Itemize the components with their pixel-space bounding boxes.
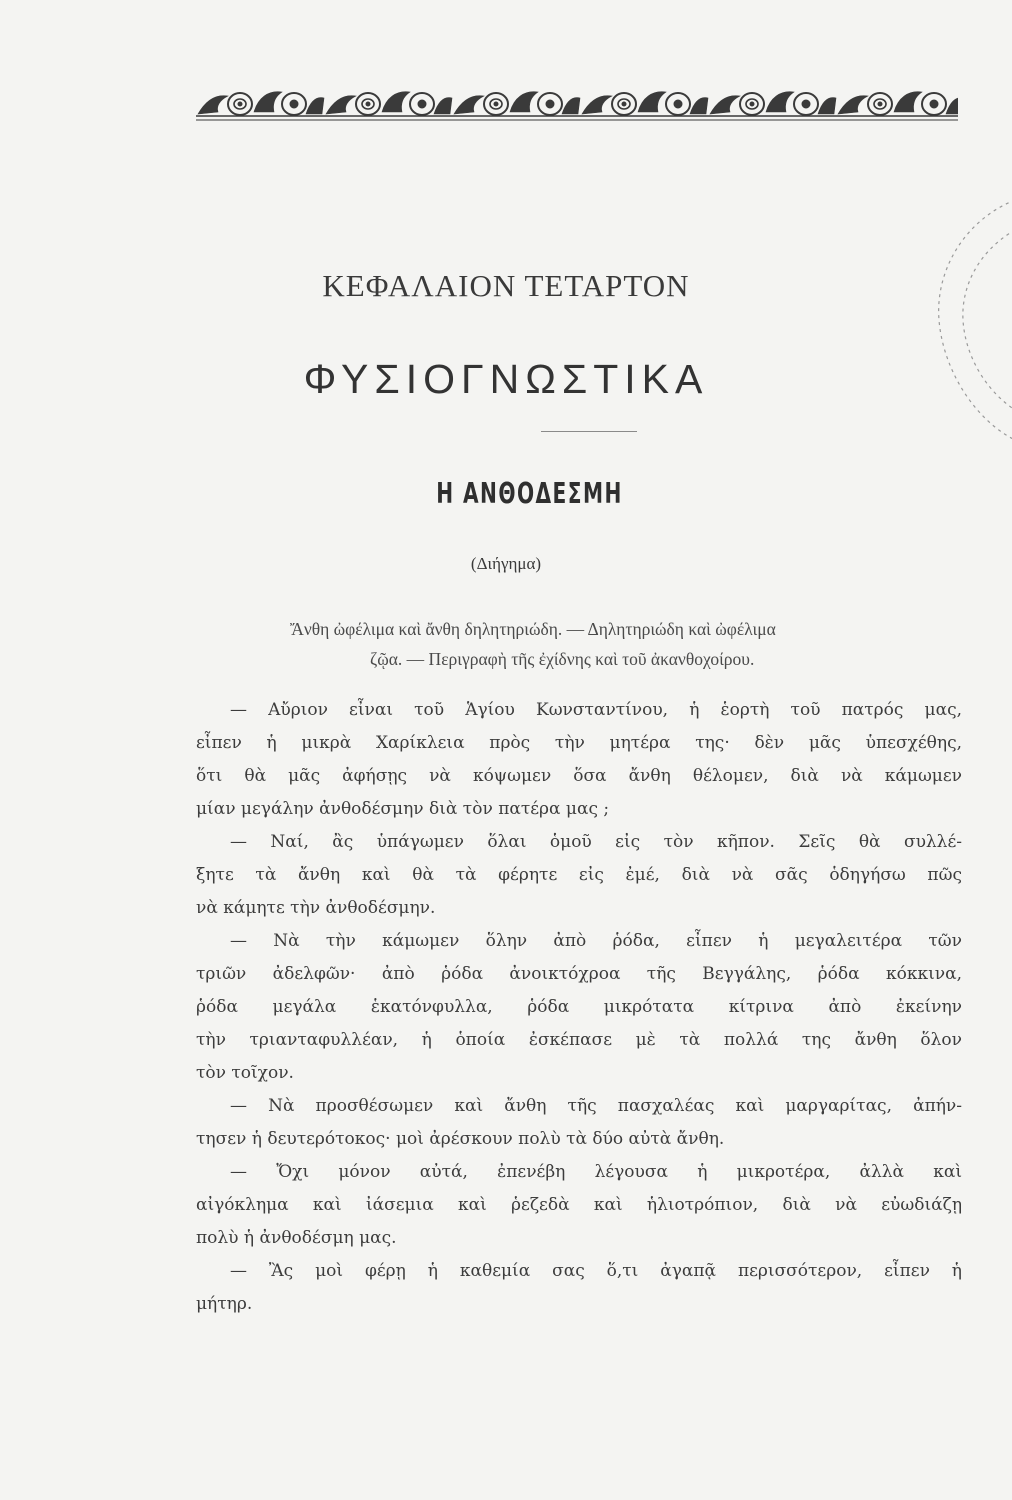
text-line: πολὺ ἡ ἀνθοδέσμη μας. [196, 1228, 397, 1248]
text-line: μίαν μεγάλην ἀνθοδέσμην διὰ τὸν πατέρα μας ; [196, 799, 610, 819]
library-stamp-mark [925, 190, 1012, 450]
text-line: ξητε τὰ ἄνθη καὶ θὰ τὰ φέρητε εἰς ἐμέ, διὰ νὰ σᾶς ὁδηγήσω πῶς [196, 865, 962, 885]
summary-line: Ἄνθη ὠφέλιμα καὶ ἄνθη δηλητηριώδη. — Δηλητηριώδη καὶ ὠφέλιμα [290, 619, 776, 639]
text-line: ῥόδα μεγάλα ἑκατόνφυλλα, ῥόδα μικρότατα κίτρινα ἀπὸ ἐκείνην [196, 997, 962, 1017]
divider-rule [541, 431, 637, 432]
text-line: — Αὔριον εἶναι τοῦ Ἁγίου Κωνσταντίνου, ἡ ἑορτὴ τοῦ πατρός μας, [230, 700, 962, 720]
text-line: μήτηρ. [196, 1294, 253, 1314]
text-line: αἰγόκλημα καὶ ἰάσεμια καὶ ῥεζεδὰ καὶ ἡλιοτρόπιον, διὰ νὰ εὐωδιάζῃ [196, 1195, 962, 1215]
text-line: νὰ κάμητε τὴν ἀνθοδέσμην. [196, 898, 436, 918]
summary-line: ζῷα. — Περιγραφὴ τῆς ἐχίδνης καὶ τοῦ ἀκανθοχοίρου. [370, 649, 755, 669]
chapter-heading: ΚΕΦΑΛΑΙΟΝ ΤΕΤΑΡΤΟΝ [322, 268, 690, 303]
text-line: — Νὰ τὴν κάμωμεν ὅλην ἀπὸ ῥόδα, εἶπεν ἡ μεγαλειτέρα τῶν [230, 931, 962, 951]
section-heading: ΦΥΣΙΟΓΝΩΣΤΙΚΑ [303, 356, 709, 402]
text-line: τὴν τριανταφυλλέαν, ἡ ὁποία ἐσκέπασε μὲ τὰ πολλά της ἄνθη ὅλον [196, 1030, 962, 1050]
story-subtitle: (Διήγημα) [470, 554, 542, 573]
text-line: — Ὄχι μόνον αὐτά, ἐπενέβη λέγουσα ἡ μικροτέρα, ἀλλὰ καὶ [230, 1162, 962, 1182]
story-title: Η ΑΝΘΟΔΕΣΜΗ [436, 477, 623, 510]
text-line: — Νὰ προσθέσωμεν καὶ ἄνθη τῆς πασχαλέας καὶ μαργαρίτας, ἀπήν- [230, 1096, 962, 1116]
text-line: — Ναί, ἂς ὑπάγωμεν ὅλαι ὁμοῦ εἰς τὸν κῆπον. Σεῖς θὰ συλλέ- [230, 832, 962, 852]
decorative-header-ornament [196, 80, 958, 122]
text-line: — Ἂς μοὶ φέρῃ ἡ καθεμία σας ὅ,τι ἀγαπᾷ περισσότερον, εἶπεν ἡ [230, 1261, 962, 1281]
text-line: τριῶν ἀδελφῶν· ἀπὸ ῥόδα ἀνοικτόχροα τῆς Βεγγάλης, ῥόδα κόκκινα, [196, 964, 962, 984]
text-line: τησεν ἡ δευτερότοκος· μοὶ ἀρέσκουν πολὺ τὰ δύο αὐτὰ ἄνθη. [196, 1129, 725, 1149]
chapter-summary [290, 614, 920, 674]
story-body [196, 694, 962, 1321]
text-line: ὅτι θὰ μᾶς ἀφήσῃς νὰ κόψωμεν ὅσα ἄνθη θέλομεν, διὰ νὰ κάμωμεν [196, 766, 962, 786]
text-line: εἶπεν ἡ μικρὰ Χαρίκλεια πρὸς τὴν μητέρα της· δὲν μᾶς ὑπεσχέθης, [196, 733, 962, 753]
text-line: τὸν τοῖχον. [196, 1063, 294, 1083]
